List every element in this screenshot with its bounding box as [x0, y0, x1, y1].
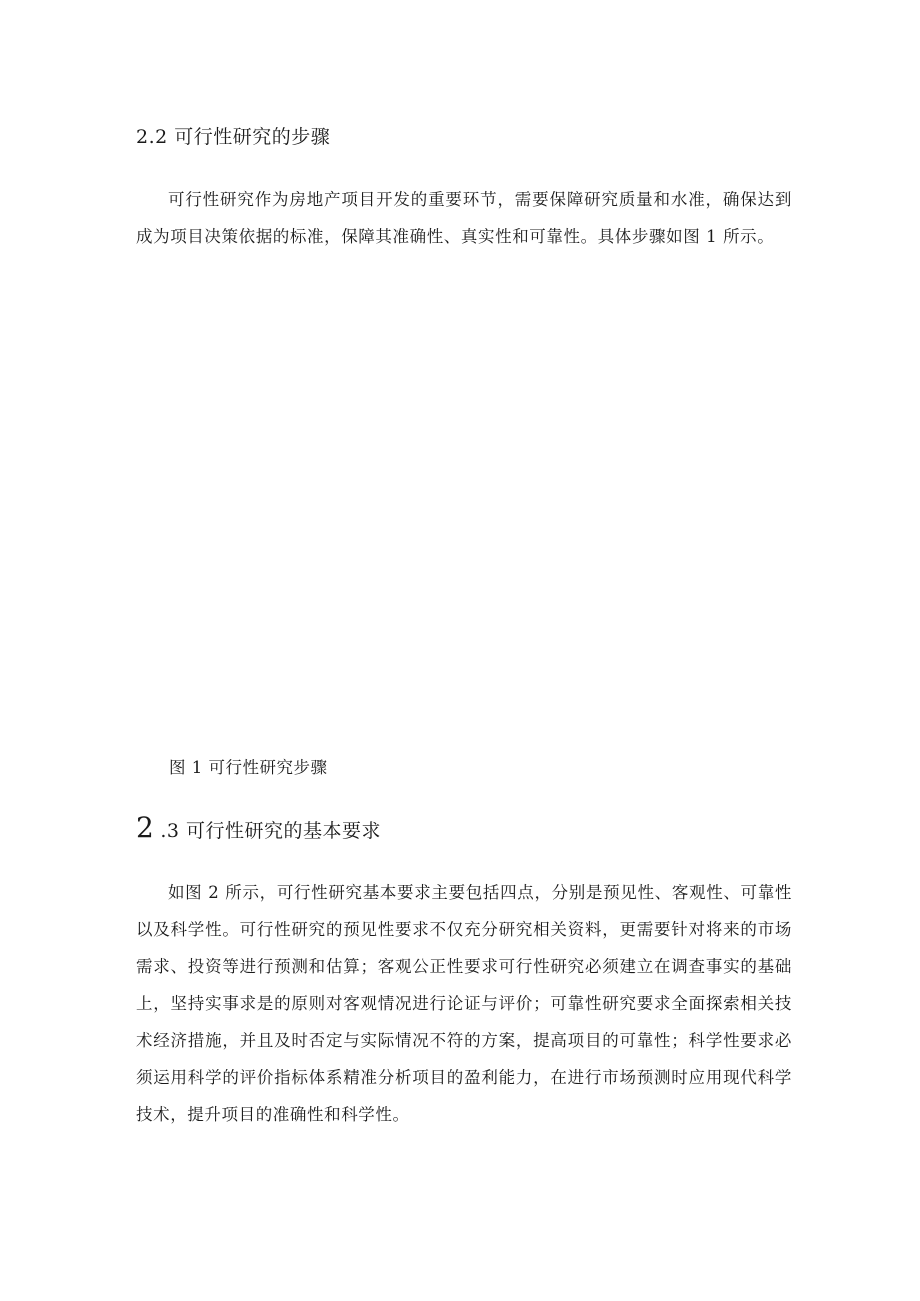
figure-1-placeholder	[136, 270, 792, 740]
section-heading-2-3	[136, 808, 792, 851]
paragraph-basic-requirements: 如图 2 所示，可行性研究基本要求主要包括四点，分别是预见性、客观性、可靠性以及科学性。可行性研究的预见性要求不仅充分研究相关资料，更需要针对将来的市场需求、投资等进行预测和估算；客观公正性要求可行性研究必须建立在调查事实的基础上，坚持实事求是的原则对客观情况进行论证与评价；可靠性研究要求全面探索相关技术经济措施，并且及时否定与实际情况不符的方案，提高项目的可靠性；科学性要求必须运用科学的评价指标体系精准分析项目的盈利能力，在进行市场预测时应用现代科学技术，提升项目的准确性和科学性。	[136, 883, 792, 1124]
paragraph-feasibility-steps: 可行性研究作为房地产项目开发的重要环节，需要保障研究质量和水准，确保达到成为项目决策依据的标准，保障其准确性、真实性和可靠性。具体步骤如图 1 所示。	[136, 190, 792, 246]
section-heading-2-2: 2.2 可行性研究的步骤	[136, 126, 331, 148]
section-heading-2-3-title: .3 可行性研究的基本要求	[160, 820, 381, 842]
section-heading-2-3-number: 2	[136, 811, 155, 844]
figure-1-caption: 图 1 可行性研究步骤	[169, 758, 328, 777]
